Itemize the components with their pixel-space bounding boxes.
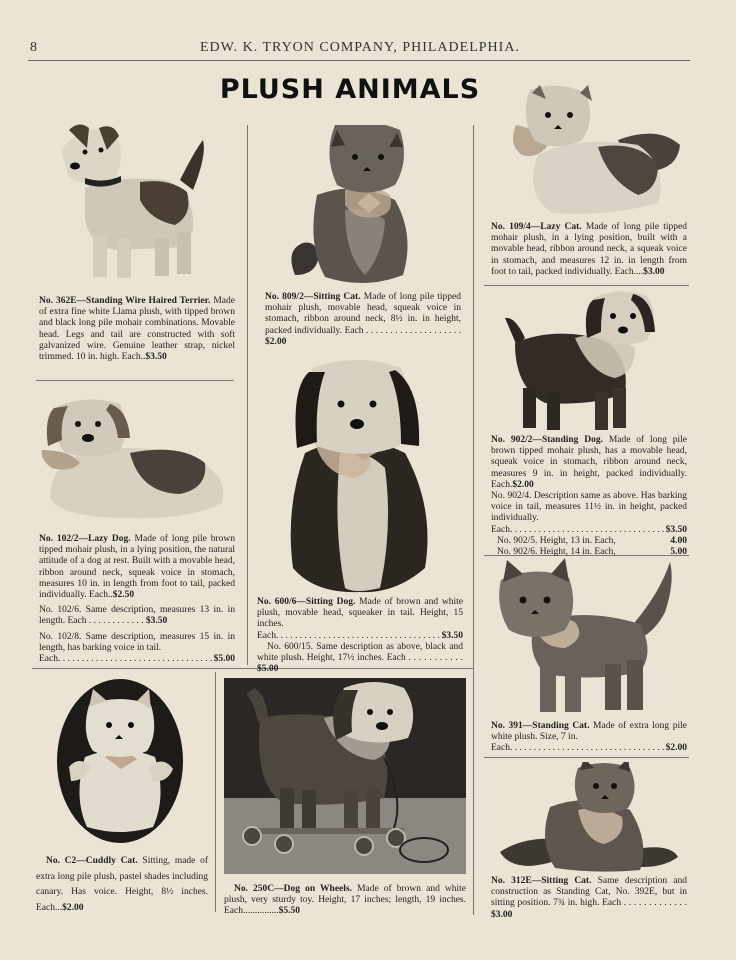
item-text: Made of long pile brown tipped mohair plush, has a movable head, squeak voice in stomach, ribbon around neck, measures 9 in. in height, packed individually. Each. [491,435,687,490]
sitting-dog-description: No. 600/6—Sitting Dog. Made of brown and white plush, movable head, squeaker in tail. Height, 15 inches. Each . . . $3.50 No. 600/15. Same description as above, black and white plush. Height, 17½ inches. Each . . . . . . . . . . . $5.00 [257,597,463,675]
item-number: No. 600/6—Sitting Dog. [257,597,356,607]
each-label: Each [39,654,58,665]
item-price: $3.50 [145,616,168,627]
dog-on-wheels-description [224,884,466,918]
each-label: Each [491,743,510,754]
variant-text: No. 102/6. Same description, measures 13 in. in length. Each [39,605,235,627]
column-divider [215,672,216,912]
item-price: $5.00 [213,654,235,665]
standing-cat-photo [495,552,675,720]
item-price: $5.00 [257,664,279,675]
cuddly-cat-photo [55,677,185,845]
item-price: $2.50 [112,590,135,601]
page-title: PLUSH ANIMALS [219,74,481,105]
row-divider [36,380,234,381]
variant-text: No. 102/8. Same description, measures 15 in. in length, has barking voice in tail. [39,631,235,653]
variant-text: No. 600/15. Same description as above, black and white plush. Height, 17½ inches. Each [257,641,463,664]
item-price: $3.50 [145,352,167,363]
item-price: $2.00 [62,902,84,913]
item-number: No. 312E—Sitting Cat. [491,876,592,886]
item-price: 5.00 [670,547,687,558]
dog-on-wheels-photo [224,678,466,874]
terrier-photo [55,120,215,285]
item-text: Made of brown and white plush, very sturdy toy. Height, 17 inches; length, 19 inches. Each............... [224,884,467,917]
item-text: Made of extra long pile white plush. Size, 7 in. [491,721,687,743]
sitting-cat-312e-photo [500,762,680,874]
row-divider [484,757,689,758]
lazy-dog-photo [40,398,230,523]
item-price: $3.50 [441,630,463,641]
item-price: 4.00 [670,535,687,546]
sitting-cat-312e-description: No. 312E—Sitting Cat. Same description and construction as Standing Cat, No. 392E, but in sitting position. 7¾ in. high. Each . . . . . . . . . . . . . $3.00 [491,876,688,920]
item-price: $3.00 [643,266,665,277]
item-price: $2.00 [265,336,287,347]
item-text: Sitting, made of extra long pile plush, pastel shades including canary. Has voice. Height, 8½ inches. Each... [36,856,208,913]
item-text: Made of long pile tipped mohair plush, movable head, squeak voice in stomach, ribbon around neck, 8½ in. in height, packed individually. Each [265,292,461,336]
sitting-cat-photo [285,125,433,290]
item-number: No. 362E—Standing Wire Haired Terrier. [39,296,211,306]
item-text: Made of long pile tipped mohair plush, in a lying position, built with a movable head, ribbon around neck, a squeak voice in stomach, and measures 12 in. in length from foot to tail, packed individually. Each.... [491,222,688,277]
item-price: $2.00 [665,743,687,754]
item-text: Made of extra fine white Llama plush, with tipped brown and black long pile mohair combinations. Movable head. Legs and tail are constructed with soft galvanized wire. Genuine leather strap, nickel trimmed. 10 in. high. Each.. [39,296,235,363]
each-label: Each [491,524,510,535]
column-divider [473,125,474,915]
standing-dog-description [491,435,687,558]
cuddly-cat-description [36,854,208,916]
item-number: No. 250C—Dog on Wheels. [234,884,352,894]
header-rule [28,60,690,61]
item-number: No. 809/2—Sitting Cat. [265,292,361,302]
item-number: No. 391—Standing Cat. [491,721,590,731]
item-number: No. 902/2—Standing Dog. [491,435,603,445]
standing-dog-photo [505,288,665,433]
variant-size: No. 902/6. Height, 14 in. Each, [497,547,616,558]
item-price: $3.00 [491,909,513,920]
lazy-cat-description [491,222,687,278]
item-number: No. 102/2—Lazy Dog. [39,534,131,544]
item-number: No. C2—Cuddly Cat. [46,856,138,866]
item-price: $3.50 [665,524,687,535]
standing-cat-description [491,721,687,755]
lazy-cat-photo [508,85,683,220]
item-number: No. 109/4—Lazy Cat. [491,222,582,232]
sitting-cat-description: No. 809/2—Sitting Cat. Made of long pile tipped mohair plush, movable head, squeak voice in stomach, ribbon around neck, 8½ in. in height, packed individually. Each . . . . . . . . . . . . . . . . . . . . $2.00 [265,292,462,347]
item-text: Made of brown and white plush, movable head, squeaker in tail. Height, 15 inches. [257,597,463,630]
item-text: Made of long pile brown tipped mohair plush, in a lying position, the natural attitude of a dog at rest. Built with a movable head, ribbon around neck, squeak voice in stomach, measures 10 in. in length from foot to tail, packed individually. Each.. [39,534,235,601]
sitting-dog-photo [285,358,435,596]
row-divider [484,285,689,286]
page-number: 8 [30,40,38,55]
item-text: Same description and construction as Standing Cat, No. 392E, but in sitting position. 7¾ in. high. Each [491,876,687,909]
item-price: $2.00 [512,479,534,490]
variant-text: No. 902/4. Description same as above. Has barking voice in tail, measures 11½ in. in height, packed individually. [491,491,687,524]
variant-size: No. 902/5. Height, 13 in. Each, [497,535,616,546]
column-divider [247,125,248,665]
terrier-description [39,296,235,363]
item-price: $5.50 [278,906,300,917]
page-header: EDW. K. TRYON COMPANY, PHILADELPHIA. [200,40,520,55]
lazy-dog-description: No. 102/2—Lazy Dog. Made of long pile brown tipped mohair plush, in a lying position, the natural attitude of a dog at rest. Built with a movable head, ribbon around neck, squeak voice in stomach, measures 10 in. in length from foot to tail, packed individually. Each..$2.50 No. 102/6. Same description, measures 13 in. in length. Each . . . . . . . . . . . . $3.50 No. 102/8. Same description, measures 15 in. in length, has barking voice in tail. Each . . . $5.00 [39,534,235,665]
each-label: Each [257,630,276,641]
